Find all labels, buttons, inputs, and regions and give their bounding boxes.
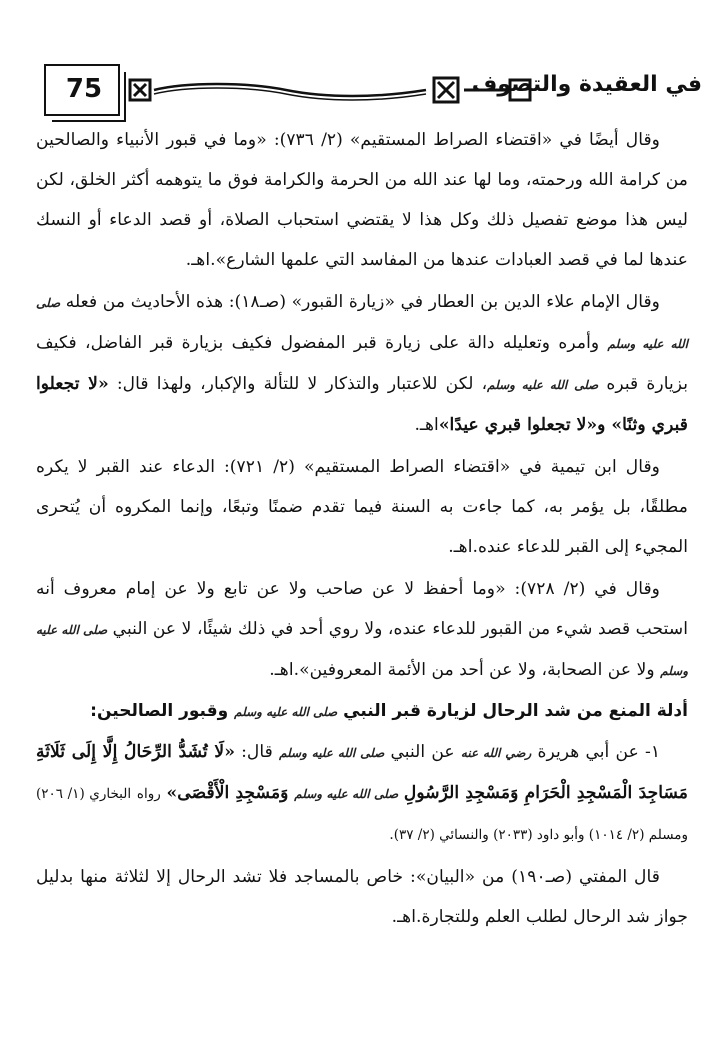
paragraph-2-text-a: وقال الإمام علاء الدين بن العطار في «زيارة القبور» (صـ١٨): هذه الأحاديث من فعله	[65, 292, 660, 312]
section-heading	[36, 691, 688, 732]
paragraph-3: وقال ابن تيمية في «اقتضاء الصراط المستقيم» (٢/ ٧٢١): الدعاء عند القبر لا يكره مطلقًا، بل يؤمر به، كما جاءت به السنة فيما تقدم ضمنًا وتبعًا، وإنما المكروه أن يُتحرى المجيء إلى القبر للدعاء عنده.اهـ.	[36, 457, 688, 557]
hadith-text: «لَا تُشَدُّ الرِّحَالُ إِلَّا إِلَى ثَلَاثَةِ مَسَاجِدَ الْمَسْجِدِ الْحَرَامِ وَمَسْجِدِ الرَّسُولِ	[36, 742, 688, 803]
hadith-text-end: وَمَسْجِدِ الْأَقْصَى»	[166, 783, 289, 803]
paragraph-6: قال المفتي (صـ١٩٠) من «البيان»: خاص بالمساجد فلا تشد الرحال إلا لثلاثة منها بدليل جواز شد الرحال لطلب العلم وللتجارة.اهـ.	[36, 867, 688, 927]
paragraph-1: وقال أيضًا في «اقتضاء الصراط المستقيم» (٢/ ٧٣٦): «وما في قبور الأنبياء والصالحين من كرامة الله ورحمته، وما لها عند الله من الحرمة والكرامة فوق ما يتوهمه أكثر الخلق، لكن ليس هذا موضع تفصيل ذلك وكل هذا لا يقتضي استحباب الصلاة، أو قصد الدعاء أو النسك عندها لما في قصد العبادات عندها من المفاسد التي علمها الشارع».اهـ.	[36, 130, 688, 270]
paragraph-2	[36, 282, 688, 445]
paragraph-2-text-b: وأمره وتعليله دالة على زيارة قبر المفضول فكيف بزيارة قبر الفاضل، فكيف بزيارة قبره	[36, 333, 688, 394]
section-heading-text-b: وقبور الصالحين:	[90, 701, 229, 721]
page-number-box	[44, 64, 120, 116]
paragraph-5-riwaya: رواه	[136, 786, 161, 802]
paragraph-5-text-c: قال:	[241, 742, 273, 762]
paragraph-5	[36, 732, 688, 855]
paragraph-5-text-a: ١- عن أبي هريرة	[537, 742, 661, 762]
salawat-honorific: صلى الله عليه وسلم	[487, 378, 599, 392]
page-number: 75	[65, 74, 103, 104]
page-body	[36, 120, 688, 937]
hadith-citation: البخاري (١/ ٢٠٦) ومسلم (٢/ ١٠١٤) وأبو داود (٢٠٣٣) والنسائي (٢/ ٣٧).	[36, 786, 688, 843]
paragraph-4-text-b: ولا عن الصحابة، ولا عن أحد من الأئمة المعروفين».اهـ.	[269, 660, 655, 680]
paragraph-2-text-c: ، لكن للاعتبار والتذكار لا للتألة والإكبار، ولهذا قال:	[116, 374, 488, 394]
paragraph-4-text-a: وقال في (٢/ ٧٢٨): «وما أحفظ لا عن صاحب ولا عن تابع ولا عن إمام معروف أنه استحب قصد شيء من القبور للدعاء عنده، ولا روي أحد في ذلك شيئًا، لا عن النبي	[36, 579, 688, 639]
paragraph-5-text-b: عن النبي	[390, 742, 455, 762]
paragraph-4	[36, 569, 688, 691]
section-heading-text-a: أدلة المنع من شد الرحال لزيارة قبر النبي	[343, 701, 688, 721]
running-title: في العقيدة والتصوف	[471, 72, 702, 97]
salawat-honorific: صلى الله عليه وسلم	[294, 787, 399, 801]
salawat-honorific: صلى الله عليه وسلم	[234, 705, 338, 719]
paragraph-2-text-e: اهـ.	[414, 415, 439, 435]
salawat-honorific: صلى الله عليه وسلم	[36, 296, 688, 351]
hadith-quote: «لا تجعلوا قبري وثنًا» و«لا تجعلوا قبري عيدًا»	[36, 374, 688, 435]
salawat-honorific: صلى الله عليه وسلم	[279, 746, 385, 760]
page-header	[22, 64, 702, 122]
salawat-honorific: صلى الله عليه وسلم	[36, 623, 688, 678]
radiya-honorific: رضي الله عنه	[460, 746, 532, 760]
